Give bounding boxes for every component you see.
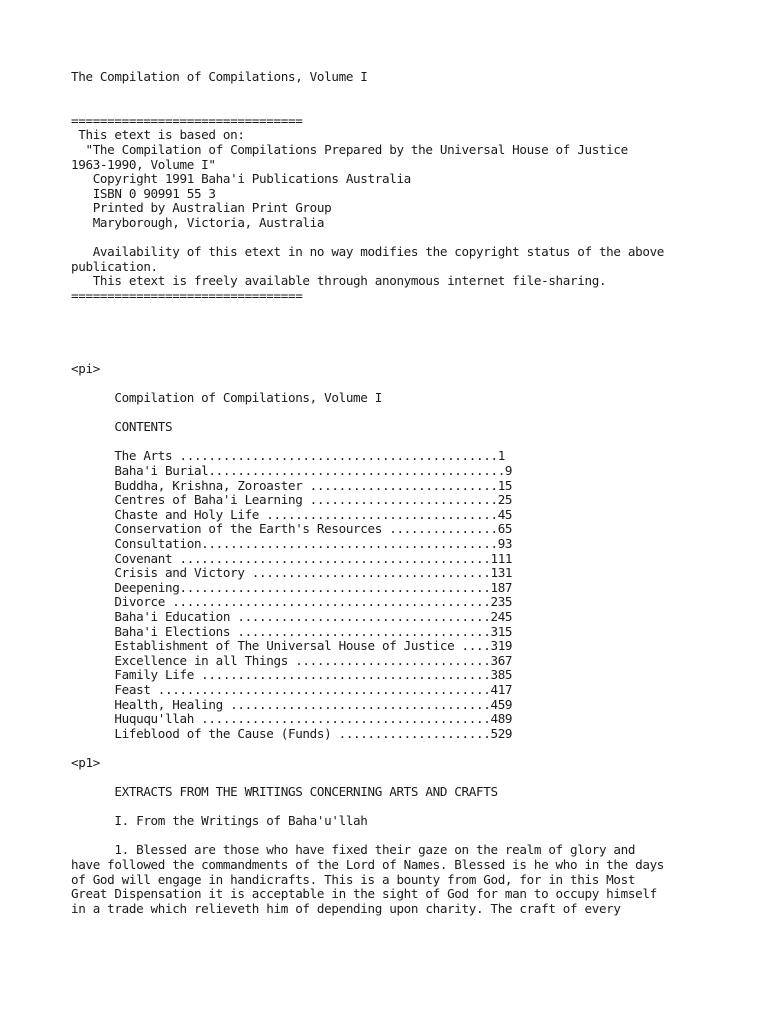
text-line: Great Dispensation it is acceptable in the sight of God for man to occupy himself: [71, 886, 657, 902]
text-line: Baha'i Elections ...................................315: [71, 623, 513, 639]
text-line: Copyright 1991 Baha'i Publications Australia: [71, 171, 411, 187]
text-line: The Compilation of Compilations, Volume I: [71, 69, 368, 84]
text-line: Conservation of the Earth's Resources ...............65: [71, 521, 513, 537]
blank-line: [71, 435, 751, 450]
blank-line: [71, 333, 751, 348]
blank-line: [71, 231, 751, 246]
text-line: publication.: [71, 258, 158, 274]
blank-line: [71, 406, 751, 421]
blank-line: [71, 741, 751, 756]
text-line: Divorce ............................................235: [71, 594, 513, 610]
text-line: This etext is freely available through anonymous internet file-sharing.: [71, 273, 607, 289]
text-line: Covenant ...........................................111: [71, 550, 513, 566]
blank-line: [71, 829, 751, 844]
text-line: ================================: [71, 112, 303, 128]
text-line: <pi>: [71, 360, 100, 376]
text-line: Consultation.........................................93: [71, 536, 513, 551]
text-line: Feast ..............................................417: [71, 681, 513, 697]
text-line: Baha'i Burial.........................................9: [71, 463, 513, 479]
text-line: This etext is based on:: [71, 127, 245, 143]
text-line: CONTENTS: [71, 419, 173, 435]
text-line: Baha'i Education ...................................245: [71, 608, 513, 624]
blank-line: [71, 771, 751, 786]
text-line: ================================: [71, 287, 303, 303]
text-line: Centres of Baha'i Learning ..........................25: [71, 492, 513, 508]
text-line: Maryborough, Victoria, Australia: [71, 214, 325, 230]
text-line: I. From the Writings of Baha'u'llah: [71, 813, 368, 829]
text-line: of God will engage in handicrafts. This is a bounty from God, for in this Most: [71, 871, 636, 887]
text-line: 1963-1990, Volume I": [71, 156, 216, 172]
text-line: Establishment of The Universal House of Justice ....319: [71, 638, 513, 654]
blank-line: [71, 376, 751, 391]
text-line: in a trade which relieveth him of depending upon charity. The craft of every: [71, 900, 621, 916]
text-line: The Arts ............................................1: [71, 448, 505, 464]
text-line: ISBN 0 90991 55 3: [71, 185, 216, 201]
text-line: Chaste and Holy Life ................................45: [71, 506, 513, 522]
text-line: Availability of this etext in no way modifies the copyright status of the above: [71, 244, 665, 260]
text-line: EXTRACTS FROM THE WRITINGS CONCERNING ARTS AND CRAFTS: [71, 784, 498, 800]
text-line: "The Compilation of Compilations Prepared by the Universal House of Justice: [71, 141, 628, 157]
text-line: Crisis and Victory .................................131: [71, 565, 513, 581]
document-body: [71, 70, 751, 916]
text-line: Health, Healing ....................................459: [71, 696, 513, 712]
blank-line: [71, 800, 751, 815]
text-line: Compilation of Compilations, Volume I: [71, 390, 382, 406]
text-line: Huququ'llah ........................................489: [71, 711, 513, 727]
blank-line: [71, 85, 751, 100]
text-line: <p1>: [71, 754, 100, 770]
blank-line: [71, 347, 751, 362]
text-line: Lifeblood of the Cause (Funds) .....................529: [71, 725, 513, 741]
blank-line: [71, 99, 751, 114]
blank-line: [71, 304, 751, 319]
blank-line: [71, 318, 751, 333]
text-line: have followed the commandments of the Lord of Names. Blessed is he who in the days: [71, 857, 665, 873]
text-line: Buddha, Krishna, Zoroaster ..........................15: [71, 477, 513, 493]
text-line: Excellence in all Things ...........................367: [71, 652, 513, 668]
text-line: Printed by Australian Print Group: [71, 200, 332, 216]
text-line: Deepening...........................................187: [71, 579, 513, 595]
text-line: 1. Blessed are those who have fixed their gaze on the realm of glory and: [71, 842, 636, 858]
text-line: Family Life ........................................385: [71, 667, 513, 683]
